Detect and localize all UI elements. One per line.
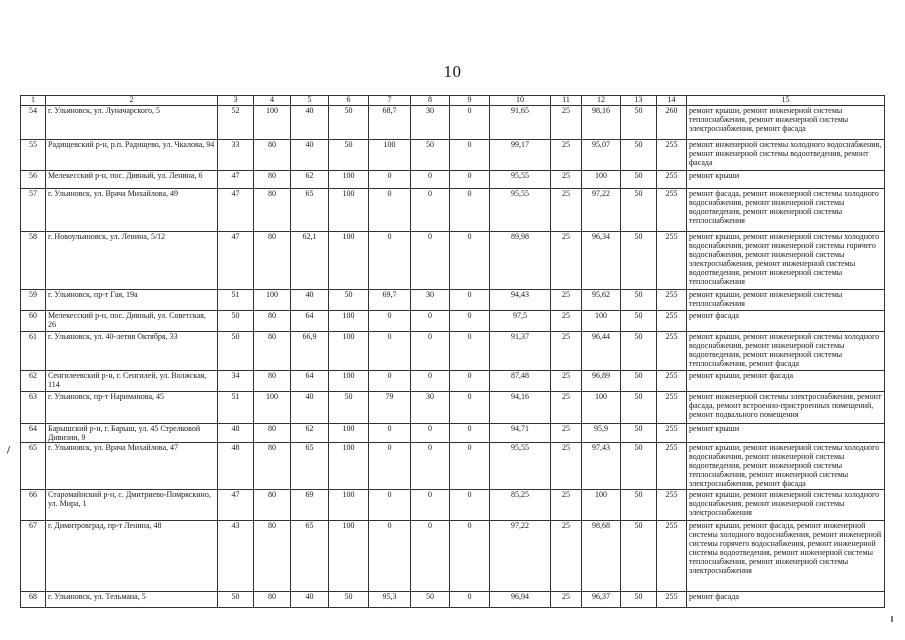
header-cell: 12 (582, 96, 621, 106)
value-cell: 69,7 (369, 290, 411, 311)
value-cell: 100 (329, 232, 369, 290)
value-cell: 0 (369, 521, 411, 592)
row-number-cell: 60 (21, 311, 46, 332)
table-row (21, 424, 885, 443)
value-cell: 47 (218, 232, 254, 290)
value-cell: 94,43 (490, 290, 551, 311)
address-cell: г. Ульяновск, ул. 40-летия Октября, 33 (46, 332, 218, 371)
row-number-cell: 63 (21, 392, 46, 424)
value-cell: 48 (218, 443, 254, 490)
work-types-cell: ремонт крыши, ремонт инженерной системы холодного водоснабжения, ремонт инженерной системы горячего водоснабжения, ремонт инженерной системы электроснабжения, ремонт инженерной системы водоотведения, ремонт инженерной системы теплоснабжения (687, 232, 885, 290)
value-cell: 40 (291, 140, 329, 171)
value-cell: 80 (254, 443, 291, 490)
table-row (21, 140, 885, 171)
address-cell: г. Ульяновск, ул. Луначарского, 5 (46, 106, 218, 140)
work-types-cell: ремонт крыши, ремонт инженерной системы теплоснабжения, ремонт инженерной системы электроснабжения, ремонт фасада (687, 106, 885, 140)
table-row (21, 490, 885, 521)
value-cell: 95,62 (582, 290, 621, 311)
value-cell: 50 (621, 232, 657, 290)
value-cell: 98,68 (582, 521, 621, 592)
value-cell: 100 (329, 189, 369, 232)
table-row (21, 290, 885, 311)
address-cell: Радищевский р-н, р.п. Радищево, ул. Чкалова, 94 (46, 140, 218, 171)
work-types-cell: ремонт крыши, ремонт инженерной системы холодного водоснабжения, ремонт инженерной системы электроснабжения (687, 490, 885, 521)
work-types-cell: ремонт крыши, ремонт фасада, ремонт инженерной системы холодного водоснабжения, ремонт инженерной системы горячего водоснабжения, ремонт инженерной системы водоотведения, ремонт инженерной системы теплоснабжения, ремонт инженерной системы электроснабжения (687, 521, 885, 592)
value-cell: 96,89 (582, 371, 621, 392)
value-cell: 100 (254, 392, 291, 424)
header-cell: 11 (551, 96, 582, 106)
row-number-cell: 66 (21, 490, 46, 521)
value-cell: 0 (411, 189, 450, 232)
page-number: 10 (443, 62, 462, 81)
table-row (21, 521, 885, 592)
value-cell: 80 (254, 332, 291, 371)
value-cell: 0 (369, 232, 411, 290)
value-cell: 255 (657, 592, 687, 608)
value-cell: 0 (450, 290, 490, 311)
header-cell: 7 (369, 96, 411, 106)
value-cell: 0 (450, 490, 490, 521)
value-cell: 50 (329, 290, 369, 311)
value-cell: 25 (551, 592, 582, 608)
header-cell: 6 (329, 96, 369, 106)
row-number-cell: 56 (21, 171, 46, 189)
value-cell: 50 (621, 290, 657, 311)
value-cell: 100 (582, 392, 621, 424)
value-cell: 50 (621, 424, 657, 443)
row-number-cell: 68 (21, 592, 46, 608)
value-cell: 25 (551, 443, 582, 490)
value-cell: 68,7 (369, 106, 411, 140)
header-cell: 1 (21, 96, 46, 106)
value-cell: 96,34 (582, 232, 621, 290)
address-cell: г. Ульяновск, пр-т Нариманова, 45 (46, 392, 218, 424)
value-cell: 80 (254, 171, 291, 189)
value-cell: 95,9 (582, 424, 621, 443)
value-cell: 100 (329, 490, 369, 521)
value-cell: 50 (621, 490, 657, 521)
value-cell: 97,5 (490, 311, 551, 332)
table-row (21, 371, 885, 392)
row-number-cell: 59 (21, 290, 46, 311)
table-row (21, 392, 885, 424)
table-row (21, 332, 885, 371)
value-cell: 100 (329, 332, 369, 371)
value-cell: 50 (329, 392, 369, 424)
table-row (21, 592, 885, 608)
value-cell: 50 (329, 592, 369, 608)
value-cell: 25 (551, 290, 582, 311)
address-cell: Мелекесский р-н, пос. Дивный, ул. Советская, 26 (46, 311, 218, 332)
value-cell: 50 (621, 332, 657, 371)
value-cell: 100 (329, 521, 369, 592)
row-number-cell: 54 (21, 106, 46, 140)
value-cell: 50 (329, 140, 369, 171)
work-types-cell: ремонт фасада (687, 592, 885, 608)
table-row (21, 171, 885, 189)
value-cell: 43 (218, 521, 254, 592)
value-cell: 255 (657, 311, 687, 332)
value-cell: 0 (450, 592, 490, 608)
value-cell: 0 (450, 106, 490, 140)
value-cell: 0 (369, 311, 411, 332)
value-cell: 25 (551, 490, 582, 521)
row-number-cell: 67 (21, 521, 46, 592)
value-cell: 30 (411, 392, 450, 424)
value-cell: 94,71 (490, 424, 551, 443)
value-cell: 0 (411, 424, 450, 443)
value-cell: 97,22 (582, 189, 621, 232)
table-row (21, 443, 885, 490)
value-cell: 80 (254, 490, 291, 521)
header-cell: 2 (46, 96, 218, 106)
value-cell: 66,9 (291, 332, 329, 371)
value-cell: 25 (551, 521, 582, 592)
value-cell: 96,37 (582, 592, 621, 608)
work-types-cell: ремонт крыши (687, 424, 885, 443)
value-cell: 0 (411, 311, 450, 332)
address-cell: г. Ульяновск, ул. Врача Михайлова, 47 (46, 443, 218, 490)
value-cell: 65 (291, 443, 329, 490)
value-cell: 95,07 (582, 140, 621, 171)
value-cell: 100 (329, 371, 369, 392)
value-cell: 100 (329, 171, 369, 189)
value-cell: 91,65 (490, 106, 551, 140)
header-cell: 13 (621, 96, 657, 106)
value-cell: 100 (582, 311, 621, 332)
value-cell: 100 (329, 311, 369, 332)
value-cell: 80 (254, 424, 291, 443)
value-cell: 40 (291, 290, 329, 311)
value-cell: 50 (621, 140, 657, 171)
address-cell: Старомайнский р-н, с. Дмитриево-Помряскино, ул. Мира, 1 (46, 490, 218, 521)
work-types-cell: ремонт фасада, ремонт инженерной системы холодного водоснабжения, ремонт инженерной системы водоотведения, ремонт инженерной системы теплоснабжения (687, 189, 885, 232)
value-cell: 100 (254, 290, 291, 311)
value-cell: 0 (369, 189, 411, 232)
address-cell: г. Ульяновск, ул. Тельмана, 5 (46, 592, 218, 608)
value-cell: 50 (411, 592, 450, 608)
value-cell: 0 (369, 171, 411, 189)
value-cell: 50 (621, 521, 657, 592)
value-cell: 87,48 (490, 371, 551, 392)
value-cell: 91,37 (490, 332, 551, 371)
data-table (20, 95, 885, 608)
value-cell: 96,44 (582, 332, 621, 371)
header-cell: 14 (657, 96, 687, 106)
value-cell: 48 (218, 424, 254, 443)
scan-artifact (7, 446, 12, 454)
value-cell: 100 (329, 424, 369, 443)
value-cell: 50 (621, 171, 657, 189)
value-cell: 255 (657, 171, 687, 189)
value-cell: 50 (621, 392, 657, 424)
address-cell: г. Ульяновск, пр-т Гая, 19а (46, 290, 218, 311)
value-cell: 95,55 (490, 189, 551, 232)
value-cell: 69 (291, 490, 329, 521)
value-cell: 255 (657, 140, 687, 171)
value-cell: 0 (450, 171, 490, 189)
value-cell: 65 (291, 521, 329, 592)
header-cell: 4 (254, 96, 291, 106)
value-cell: 0 (450, 443, 490, 490)
value-cell: 80 (254, 592, 291, 608)
value-cell: 62 (291, 424, 329, 443)
work-types-cell: ремонт крыши, ремонт инженерной системы теплоснабжения (687, 290, 885, 311)
value-cell: 260 (657, 106, 687, 140)
table-row (21, 106, 885, 140)
row-number-cell: 58 (21, 232, 46, 290)
header-cell: 10 (490, 96, 551, 106)
value-cell: 79 (369, 392, 411, 424)
value-cell: 255 (657, 490, 687, 521)
value-cell: 0 (450, 521, 490, 592)
header-cell: 3 (218, 96, 254, 106)
value-cell: 85,25 (490, 490, 551, 521)
value-cell: 80 (254, 521, 291, 592)
value-cell: 64 (291, 311, 329, 332)
value-cell: 52 (218, 106, 254, 140)
value-cell: 95,55 (490, 171, 551, 189)
scan-artifact (891, 616, 893, 622)
work-types-cell: ремонт крыши, ремонт фасада (687, 371, 885, 392)
value-cell: 0 (369, 332, 411, 371)
address-cell: Сенгилеевский р-н, г. Сенгилей, ул. Волжская, 114 (46, 371, 218, 392)
work-types-cell: ремонт инженерной системы электроснабжения, ремонт фасада, ремонт встроенно-пристроенных помещений, ремонт подвального помещения (687, 392, 885, 424)
value-cell: 100 (582, 171, 621, 189)
value-cell: 50 (621, 311, 657, 332)
value-cell: 34 (218, 371, 254, 392)
row-number-cell: 61 (21, 332, 46, 371)
table-row (21, 232, 885, 290)
table-body (21, 96, 885, 608)
value-cell: 0 (369, 443, 411, 490)
value-cell: 51 (218, 392, 254, 424)
work-types-cell: ремонт инженерной системы холодного водоснабжения, ремонт инженерной системы водоотведения, ремонт фасада (687, 140, 885, 171)
value-cell: 255 (657, 371, 687, 392)
header-cell: 15 (687, 96, 885, 106)
table-row (21, 311, 885, 332)
value-cell: 255 (657, 232, 687, 290)
value-cell: 50 (621, 592, 657, 608)
value-cell: 50 (621, 106, 657, 140)
value-cell: 255 (657, 392, 687, 424)
work-types-cell: ремонт фасада (687, 311, 885, 332)
value-cell: 25 (551, 424, 582, 443)
value-cell: 50 (621, 189, 657, 232)
value-cell: 0 (411, 443, 450, 490)
value-cell: 50 (329, 106, 369, 140)
work-types-cell: ремонт крыши, ремонт инженерной системы холодного водоснабжения, ремонт инженерной системы водоотведения, ремонт инженерной системы теплоснабжения, ремонт фасада (687, 332, 885, 371)
value-cell: 255 (657, 424, 687, 443)
row-number-cell: 65 (21, 443, 46, 490)
value-cell: 0 (411, 332, 450, 371)
value-cell: 50 (411, 140, 450, 171)
value-cell: 50 (218, 592, 254, 608)
value-cell: 25 (551, 140, 582, 171)
value-cell: 0 (369, 371, 411, 392)
address-cell: г. Ульяновск, ул. Врача Михайлова, 49 (46, 189, 218, 232)
value-cell: 80 (254, 371, 291, 392)
value-cell: 0 (450, 311, 490, 332)
value-cell: 0 (450, 424, 490, 443)
value-cell: 47 (218, 171, 254, 189)
value-cell: 40 (291, 392, 329, 424)
value-cell: 255 (657, 290, 687, 311)
value-cell: 65 (291, 189, 329, 232)
value-cell: 62,1 (291, 232, 329, 290)
header-cell: 8 (411, 96, 450, 106)
address-cell: г. Димитровград, пр-т Ленина, 48 (46, 521, 218, 592)
header-cell: 9 (450, 96, 490, 106)
value-cell: 33 (218, 140, 254, 171)
address-cell: Барышский р-н, г. Барыш, ул. 45 Стрелковой Дивизии, 9 (46, 424, 218, 443)
value-cell: 0 (450, 189, 490, 232)
work-types-cell: ремонт крыши (687, 171, 885, 189)
value-cell: 80 (254, 140, 291, 171)
value-cell: 255 (657, 521, 687, 592)
value-cell: 98,16 (582, 106, 621, 140)
value-cell: 100 (329, 443, 369, 490)
value-cell: 0 (369, 490, 411, 521)
value-cell: 80 (254, 189, 291, 232)
value-cell: 30 (411, 290, 450, 311)
address-cell: Мелекесский р-н, пос. Дивный, ул. Ленина, 6 (46, 171, 218, 189)
value-cell: 25 (551, 371, 582, 392)
value-cell: 97,43 (582, 443, 621, 490)
work-types-cell: ремонт крыши, ремонт инженерной системы холодного водоснабжения, ремонт инженерной системы водоотведения, ремонт инженерной системы теплоснабжения, ремонт инженерной системы электроснабжения, ремонт фасада (687, 443, 885, 490)
value-cell: 40 (291, 106, 329, 140)
value-cell: 47 (218, 490, 254, 521)
value-cell: 255 (657, 332, 687, 371)
value-cell: 50 (218, 332, 254, 371)
value-cell: 30 (411, 106, 450, 140)
value-cell: 100 (369, 140, 411, 171)
value-cell: 64 (291, 371, 329, 392)
header-row (21, 96, 885, 106)
value-cell: 62 (291, 171, 329, 189)
value-cell: 25 (551, 392, 582, 424)
value-cell: 255 (657, 443, 687, 490)
value-cell: 50 (218, 311, 254, 332)
value-cell: 0 (450, 332, 490, 371)
header-cell: 5 (291, 96, 329, 106)
value-cell: 80 (254, 232, 291, 290)
value-cell: 40 (291, 592, 329, 608)
value-cell: 96,94 (490, 592, 551, 608)
value-cell: 0 (411, 371, 450, 392)
value-cell: 25 (551, 232, 582, 290)
table-row (21, 189, 885, 232)
value-cell: 50 (621, 443, 657, 490)
value-cell: 51 (218, 290, 254, 311)
address-cell: г. Новоульяновск, ул. Ленина, 5/12 (46, 232, 218, 290)
value-cell: 0 (450, 140, 490, 171)
value-cell: 100 (254, 106, 291, 140)
value-cell: 89,98 (490, 232, 551, 290)
value-cell: 97,22 (490, 521, 551, 592)
value-cell: 95,3 (369, 592, 411, 608)
value-cell: 0 (411, 171, 450, 189)
value-cell: 25 (551, 189, 582, 232)
value-cell: 0 (411, 521, 450, 592)
value-cell: 0 (411, 490, 450, 521)
value-cell: 0 (369, 424, 411, 443)
value-cell: 50 (621, 371, 657, 392)
value-cell: 0 (450, 232, 490, 290)
row-number-cell: 64 (21, 424, 46, 443)
value-cell: 80 (254, 311, 291, 332)
value-cell: 94,16 (490, 392, 551, 424)
value-cell: 25 (551, 311, 582, 332)
value-cell: 100 (582, 490, 621, 521)
value-cell: 25 (551, 332, 582, 371)
value-cell: 99,17 (490, 140, 551, 171)
value-cell: 0 (450, 371, 490, 392)
value-cell: 0 (450, 392, 490, 424)
row-number-cell: 55 (21, 140, 46, 171)
row-number-cell: 62 (21, 371, 46, 392)
value-cell: 25 (551, 171, 582, 189)
value-cell: 255 (657, 189, 687, 232)
value-cell: 0 (411, 232, 450, 290)
value-cell: 95,55 (490, 443, 551, 490)
value-cell: 47 (218, 189, 254, 232)
value-cell: 25 (551, 106, 582, 140)
row-number-cell: 57 (21, 189, 46, 232)
